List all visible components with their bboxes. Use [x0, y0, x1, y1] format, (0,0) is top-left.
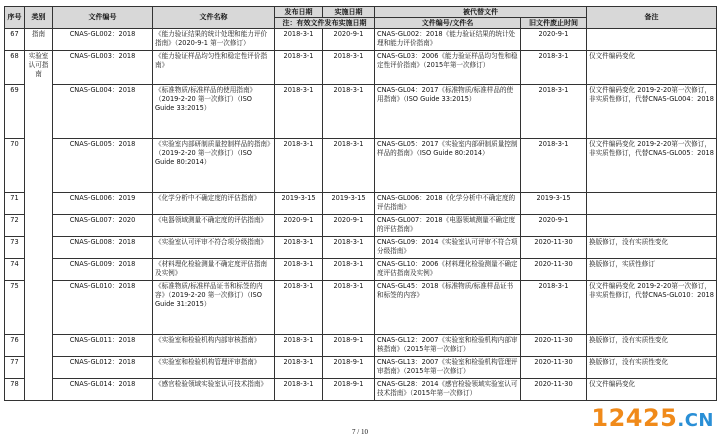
file-name: 《化学分析中不确定度的评估指南》 — [153, 193, 275, 215]
publish-date: 2018-3-1 — [275, 379, 323, 401]
remarks: 换版修订，没有实质性变化 — [587, 237, 717, 259]
remarks — [587, 215, 717, 237]
file-name: 《实验室和检验机构管理评审指南》 — [153, 357, 275, 379]
replaced-file: CNAS-GL28：2014《感官检验领域实验室认可技术指南》（2015年第一次修订） — [375, 379, 521, 401]
row-number: 70 — [5, 139, 25, 193]
file-name: 《实验室内部研制质量控制样品的指南》（2019-2-20 第一次修订）（ISO Guide 80:2014） — [153, 139, 275, 193]
file-name: 《标准物质/标准样品的使用指南》（2019-2-20 第一次修订）（ISO Guide 33:2015） — [153, 85, 275, 139]
publish-date: 2018-3-1 — [275, 259, 323, 281]
implement-date: 2020-9-1 — [323, 29, 375, 51]
implement-date: 2020-9-1 — [323, 215, 375, 237]
repeal-date: 2020-11-30 — [521, 379, 587, 401]
table-row — [5, 335, 717, 357]
table-row — [5, 85, 717, 139]
implement-date: 2018-3-1 — [323, 237, 375, 259]
publish-date: 2018-3-1 — [275, 51, 323, 85]
file-name: 《实验室和检验机构内部审核指南》 — [153, 335, 275, 357]
implement-date: 2018-9-1 — [323, 357, 375, 379]
header-code: 文件编号 — [53, 7, 153, 29]
file-code: CNAS-GL002：2018 — [53, 29, 153, 51]
file-code: CNAS-GL009：2018 — [53, 259, 153, 281]
row-number: 73 — [5, 237, 25, 259]
header-name: 文件名称 — [153, 7, 275, 29]
implement-date: 2018-3-1 — [323, 259, 375, 281]
remarks: 换版修订，没有实质性变化 — [587, 335, 717, 357]
row-number: 76 — [5, 335, 25, 357]
file-name: 《能力验证结果的统计处理和能力评价指南》（2020-9-1 第一次修订） — [153, 29, 275, 51]
repeal-date: 2020-11-30 — [521, 335, 587, 357]
table-row — [5, 139, 717, 193]
file-code: CNAS-GL005：2018 — [53, 139, 153, 193]
header-replaced: 被代替文件 — [375, 7, 587, 18]
replaced-file: CNAS-GL09：2014《实验室认可评审不符合项分级指南》 — [375, 237, 521, 259]
repeal-date: 2020-11-30 — [521, 259, 587, 281]
row-number: 74 — [5, 259, 25, 281]
file-code: CNAS-GL007：2020 — [53, 215, 153, 237]
table-row — [5, 259, 717, 281]
remarks: 仅文件编码变化 — [587, 51, 717, 85]
header-category: 类别 — [25, 7, 53, 29]
page-number: 7 / 10 — [352, 428, 368, 436]
file-code: CNAS-GL004：2018 — [53, 85, 153, 139]
watermark-domain: .CN — [677, 410, 714, 431]
replaced-file: CNAS-GL05：2017《实验室内部研制质量控制样品的指南》（ISO Guide 80:2014） — [375, 139, 521, 193]
header-no: 序号 — [5, 7, 25, 29]
repeal-date: 2018-3-1 — [521, 51, 587, 85]
table-row — [5, 29, 717, 51]
file-name: 《电器领域测量不确定度的评估指南》 — [153, 215, 275, 237]
repeal-date: 2019-3-15 — [521, 193, 587, 215]
row-number: 78 — [5, 379, 25, 401]
repeal-date: 2020-11-30 — [521, 357, 587, 379]
replaced-file: CNAS-GL002：2018《能力验证结果的统计处理和能力评价指南》 — [375, 29, 521, 51]
row-number: 72 — [5, 215, 25, 237]
replaced-file: CNAS-GL03：2006《能力验证样品均匀性和稳定性评价指南》（2015年第一次修订） — [375, 51, 521, 85]
replaced-file: CNAS-GL12：2007《实验室和检验机构内部审核指南》（2015年第一次修订） — [375, 335, 521, 357]
implement-date: 2018-9-1 — [323, 335, 375, 357]
table-row — [5, 379, 717, 401]
table-row — [5, 357, 717, 379]
repeal-date: 2020-9-1 — [521, 29, 587, 51]
implement-date: 2018-3-1 — [323, 85, 375, 139]
file-name: 《材料理化检验测量不确定度评估指南及实例》 — [153, 259, 275, 281]
publish-date: 2018-3-1 — [275, 29, 323, 51]
publish-date: 2018-3-1 — [275, 357, 323, 379]
file-code: CNAS-GL014：2018 — [53, 379, 153, 401]
replaced-file: CNAS-GL006：2018《化学分析中不确定度的评估指南》 — [375, 193, 521, 215]
publish-date: 2020-9-1 — [275, 215, 323, 237]
row-number: 75 — [5, 281, 25, 335]
repeal-date: 2018-3-1 — [521, 281, 587, 335]
row-number: 77 — [5, 357, 25, 379]
remarks: 仅文件编码变化 2019-2-20第一次修订，非实质性修订，代替CNAS-GL010：2018 — [587, 281, 717, 335]
file-code: CNAS-GL003：2018 — [53, 51, 153, 85]
repeal-date: 2018-3-1 — [521, 85, 587, 139]
replaced-file: CNAS-GL04：2017《标准物质/标准样品的使用指南》（ISO Guide 33:2015） — [375, 85, 521, 139]
remarks: 仅文件编码变化 2019-2-20第一次修订，非实质性修订，代替CNAS-GL004：2018 — [587, 85, 717, 139]
publish-date: 2019-3-15 — [275, 193, 323, 215]
remarks — [587, 29, 717, 51]
publish-date: 2018-3-1 — [275, 281, 323, 335]
publish-date: 2018-3-1 — [275, 335, 323, 357]
header-repeal-date: 旧文件废止时间 — [521, 18, 587, 29]
file-code: CNAS-GL011：2018 — [53, 335, 153, 357]
header-publish-date: 发布日期 — [275, 7, 323, 18]
header-note: 注：有效文件发布实施日期 — [275, 18, 375, 29]
row-number: 67 — [5, 29, 25, 51]
site-watermark-logo — [591, 404, 714, 432]
repeal-date: 2020-9-1 — [521, 215, 587, 237]
file-code: CNAS-GL008：2018 — [53, 237, 153, 259]
header-implement-date: 实施日期 — [323, 7, 375, 18]
implement-date: 2018-3-1 — [323, 139, 375, 193]
publish-date: 2018-3-1 — [275, 139, 323, 193]
remarks: 仅文件编码变化 — [587, 379, 717, 401]
row-number: 69 — [5, 85, 25, 139]
remarks — [587, 193, 717, 215]
file-name: 《能力验证样品均匀性和稳定性评价指南》 — [153, 51, 275, 85]
replaced-file: CNAS-GL007：2018《电器领域测量不确定度的评估指南》 — [375, 215, 521, 237]
document-table — [4, 6, 717, 401]
implement-date: 2018-3-1 — [323, 51, 375, 85]
file-code: CNAS-GL012：2018 — [53, 357, 153, 379]
replaced-file: CNAS-GL10：2006《材料理化检验测量不确定度评估指南及实例》 — [375, 259, 521, 281]
remarks: 换版修订，没有实质性变化 — [587, 357, 717, 379]
table-row — [5, 281, 717, 335]
remarks: 换版修订，实质性修订 — [587, 259, 717, 281]
table-row — [5, 51, 717, 85]
row-number: 71 — [5, 193, 25, 215]
file-code: CNAS-GL010：2018 — [53, 281, 153, 335]
category-cell: 实验室认可指南 — [25, 51, 53, 401]
publish-date: 2018-3-1 — [275, 85, 323, 139]
publish-date: 2018-3-1 — [275, 237, 323, 259]
file-name: 《实验室认可评审不符合项分级指南》 — [153, 237, 275, 259]
table-row — [5, 215, 717, 237]
table-row — [5, 193, 717, 215]
replaced-file: CNAS-GL13：2007《实验室和检验机构管理评审指南》（2015年第一次修订） — [375, 357, 521, 379]
header-replaced-code-name: 文件编号/文件名 — [375, 18, 521, 29]
category-cell: 指南 — [25, 29, 53, 51]
implement-date: 2018-3-1 — [323, 281, 375, 335]
replaced-file: CNAS-GL45：2018《标准物质/标准样品证书和标签的内容》 — [375, 281, 521, 335]
watermark-digits: 12425 — [591, 404, 678, 432]
row-number: 68 — [5, 51, 25, 85]
table-row — [5, 237, 717, 259]
file-code: CNAS-GL006：2019 — [53, 193, 153, 215]
file-name: 《标准物质/标准样品证书和标签的内容》（2019-2-20 第一次修订）（ISO Guide 31:2015） — [153, 281, 275, 335]
repeal-date: 2018-3-1 — [521, 139, 587, 193]
implement-date: 2018-9-1 — [323, 379, 375, 401]
remarks: 仅文件编码变化 2019-2-20第一次修订，非实质性修订，代替CNAS-GL005：2018 — [587, 139, 717, 193]
repeal-date: 2020-11-30 — [521, 237, 587, 259]
file-name: 《感官检验领域实验室认可技术指南》 — [153, 379, 275, 401]
implement-date: 2019-3-15 — [323, 193, 375, 215]
header-remarks: 备注 — [587, 7, 717, 29]
